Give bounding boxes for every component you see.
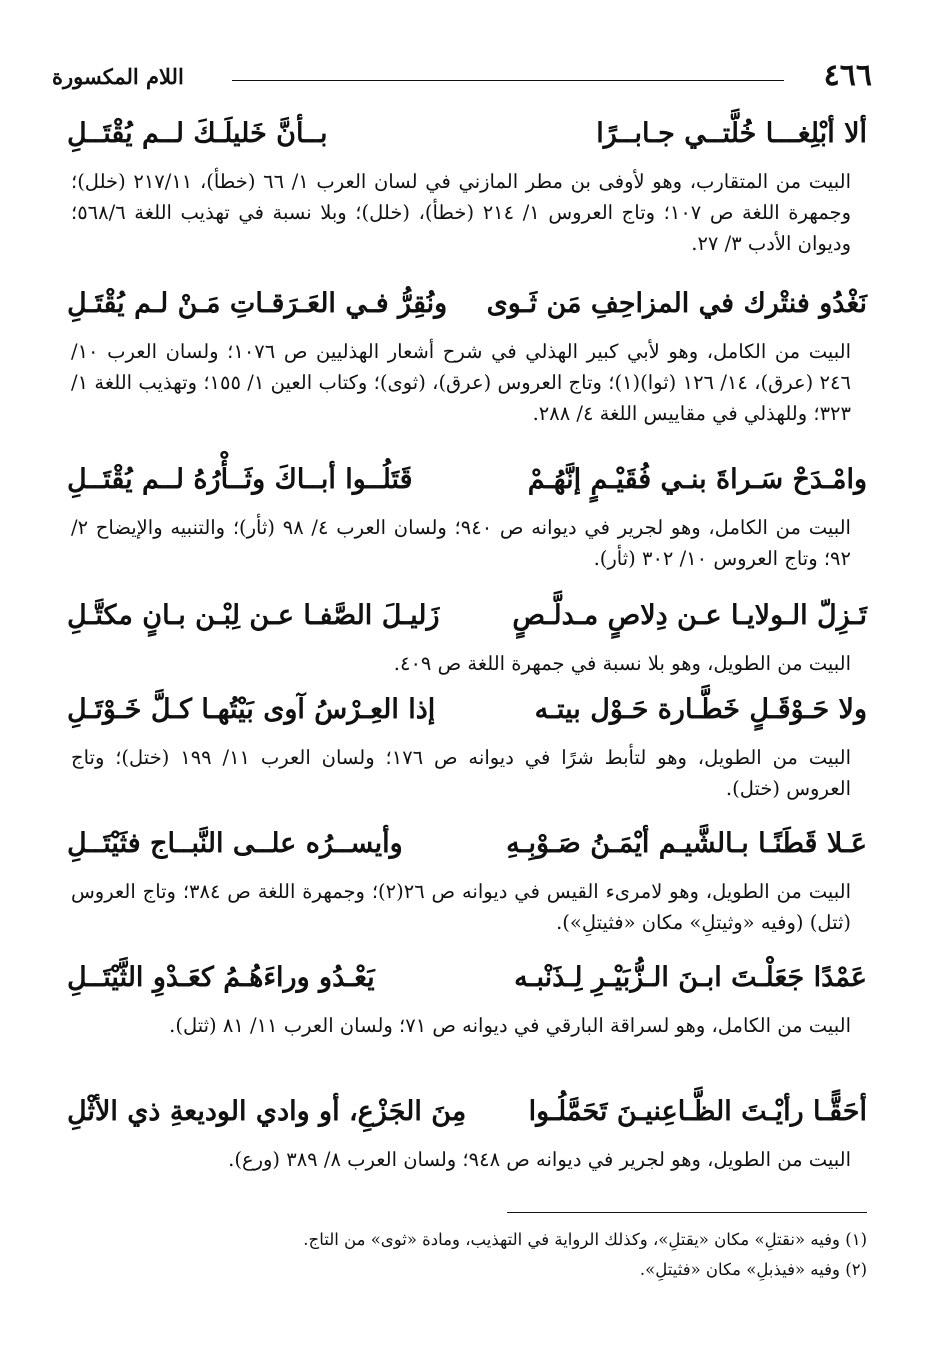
verse-entry: [67, 688, 867, 804]
verse-commentary: البيت من الطويل، وهو لامرىء القيس في ديوانه ص ٢٦(٢)؛ وجمهرة اللغة ص ٣٨٤؛ وتاج العروس (ثتل) (وفيه «وثيتلِ» مكان «فثيتلِ»).: [71, 880, 851, 934]
first-hemistich: وامْـدَحْ سَـراةَ بنـي فُقَيْـمٍ إنَّهُـمْ: [527, 464, 867, 495]
footnote: (٢) وفيه «فيذبلِ» مكان «فثيتلِ».: [639, 1260, 867, 1279]
verse-line: [67, 956, 867, 1010]
verse-line: [67, 822, 867, 876]
verse-entry: [67, 956, 867, 1041]
verse-line: [67, 594, 867, 648]
first-hemistich: عَمْدًا جَعَلْـتَ ابـنَ الـزُّبَيْـرِ لِـذَنْبـه: [514, 962, 867, 993]
verse-commentary: البيت من الكامل، وهو لجرير في ديوانه ص ٩٤٠؛ ولسان العرب ٤/ ٩٨ (ثأر)؛ والتنبيه والإيضاح ٢/ ٩٢؛ وتاج العروس ١٠/ ٣٠٢ (ثأر).: [71, 516, 851, 570]
second-hemistich: ونُقِرُّ فـي العَـرَقـاتِ مَـنْ لـم يُقْتَـلِ: [67, 288, 448, 319]
first-hemistich: ولا حَـوْقَـلٍ خَطَّـارة حَـوْل بيتـه: [534, 694, 867, 725]
second-hemistich: قَتَلُــوا أبــاكَ وثَــأْرُهُ لــم يُقْتَــلِ: [67, 464, 413, 495]
second-hemistich: يَعْـدُو وراءَهُـمُ كعَـدْوِ الثَّيْتَــلِ: [67, 962, 375, 993]
verse-entry: [67, 1090, 867, 1175]
verse-line: [67, 282, 867, 336]
first-hemistich: تَـزِلّ الـولايـا عـن دِلاصٍ مـدلَّـصٍ: [512, 600, 867, 631]
first-hemistich: نَغْدُو فنتْرك في المزاحِفِ مَن ثَـوى: [486, 288, 867, 319]
running-title: اللام المكسورة: [52, 64, 184, 89]
second-hemistich: إذا العِـرْسُ آوى بَيْتُهـا كـلَّ خَـوْتَـلِ: [67, 694, 436, 725]
footnotes: [67, 1225, 867, 1285]
page-number: ٤٦٦: [823, 58, 872, 93]
verse-entry: [67, 282, 867, 429]
verse-commentary: البيت من الطويل، وهو بلا نسبة في جمهرة اللغة ص ٤٠٩.: [393, 652, 851, 675]
footnote: (١) وفيه «نقتلِ» مكان «يقتلِ»، وكذلك الرواية في التهذيب، ومادة «ثوى» من التاج.: [303, 1230, 867, 1249]
verse-commentary: البيت من المتقارب، وهو لأوفى بن مطر المازني في لسان العرب ١/ ٦٦ (خطأ)، ٢١٧/١١ (خلل)؛ وجمهرة اللغة ص ١٠٧؛ وتاج العروس ١/ ٢١٤ (خطأ)، (خلل)؛ وبلا نسبة في تهذيب اللغة ٥٦٨/٦؛ وديوان الأدب ٣/ ٢٧.: [71, 170, 852, 255]
verse-commentary: البيت من الكامل، وهو لسراقة البارقي في ديوانه ص ٧١؛ ولسان العرب ١١/ ٨١ (ثتل).: [169, 1014, 851, 1037]
second-hemistich: زَليـلَ الصَّفـا عـن لِبْـن بـانٍ مكتَّـلِ: [67, 600, 440, 631]
verse-entry: [67, 594, 867, 679]
page-header: [52, 58, 872, 98]
second-hemistich: بــأنَّ خَليلَـكَ لــم يُقْتَــلِ: [67, 118, 328, 149]
verse-commentary: البيت من الطويل، وهو لجرير في ديوانه ص ٩٤٨؛ ولسان العرب ٨/ ٣٨٩ (ورع).: [228, 1148, 851, 1171]
verse-entry: [67, 458, 867, 574]
verse-line: [67, 112, 867, 166]
first-hemistich: أحَقًّـا رأيْـتَ الظَّـاعِنيـنَ تَحَمَّلُـوا: [528, 1096, 867, 1127]
verse-commentary: البيت من الطويل، وهو لتأبط شرًا في ديوانه ص ١٧٦؛ ولسان العرب ١١/ ١٩٩ (ختل)؛ وتاج العروس (ختل).: [71, 746, 851, 800]
verse-line: [67, 1090, 867, 1144]
first-hemistich: عَـلا قَطَنًـا بـالشَّيـم أيْمَـنُ صَـوْبِـهِ: [506, 828, 867, 859]
verse-line: [67, 458, 867, 512]
second-hemistich: وأيســرُه علــى النَّبــاج فثَيْتَــلِ: [67, 828, 403, 859]
first-hemistich: ألا أبْلِغـــا خُلَّتــي جـابــرًا: [596, 118, 867, 149]
verse-line: [67, 688, 867, 742]
header-rule: [232, 80, 784, 81]
footnote-separator: [507, 1212, 867, 1213]
verse-entry: [67, 112, 867, 259]
second-hemistich: مِنَ الجَزْعِ، أو وادي الوديعةِ ذي الأثْلِ: [67, 1096, 467, 1127]
verse-commentary: البيت من الكامل، وهو لأبي كبير الهذلي في شرح أشعار الهذليين ص ١٠٧٦؛ ولسان العرب ١٠/ ٢٤٦ (عرق)، ١٤/ ١٢٦ (ثوا)(١)؛ وتاج العروس (عرق)، (ثوى)؛ وكتاب العين ١/ ١٥٥؛ وتهذيب اللغة ١/ ٣٢٣؛ وللهذلي في مقاييس اللغة ٤/ ٢٨٨.: [71, 340, 851, 425]
verse-entry: [67, 822, 867, 938]
